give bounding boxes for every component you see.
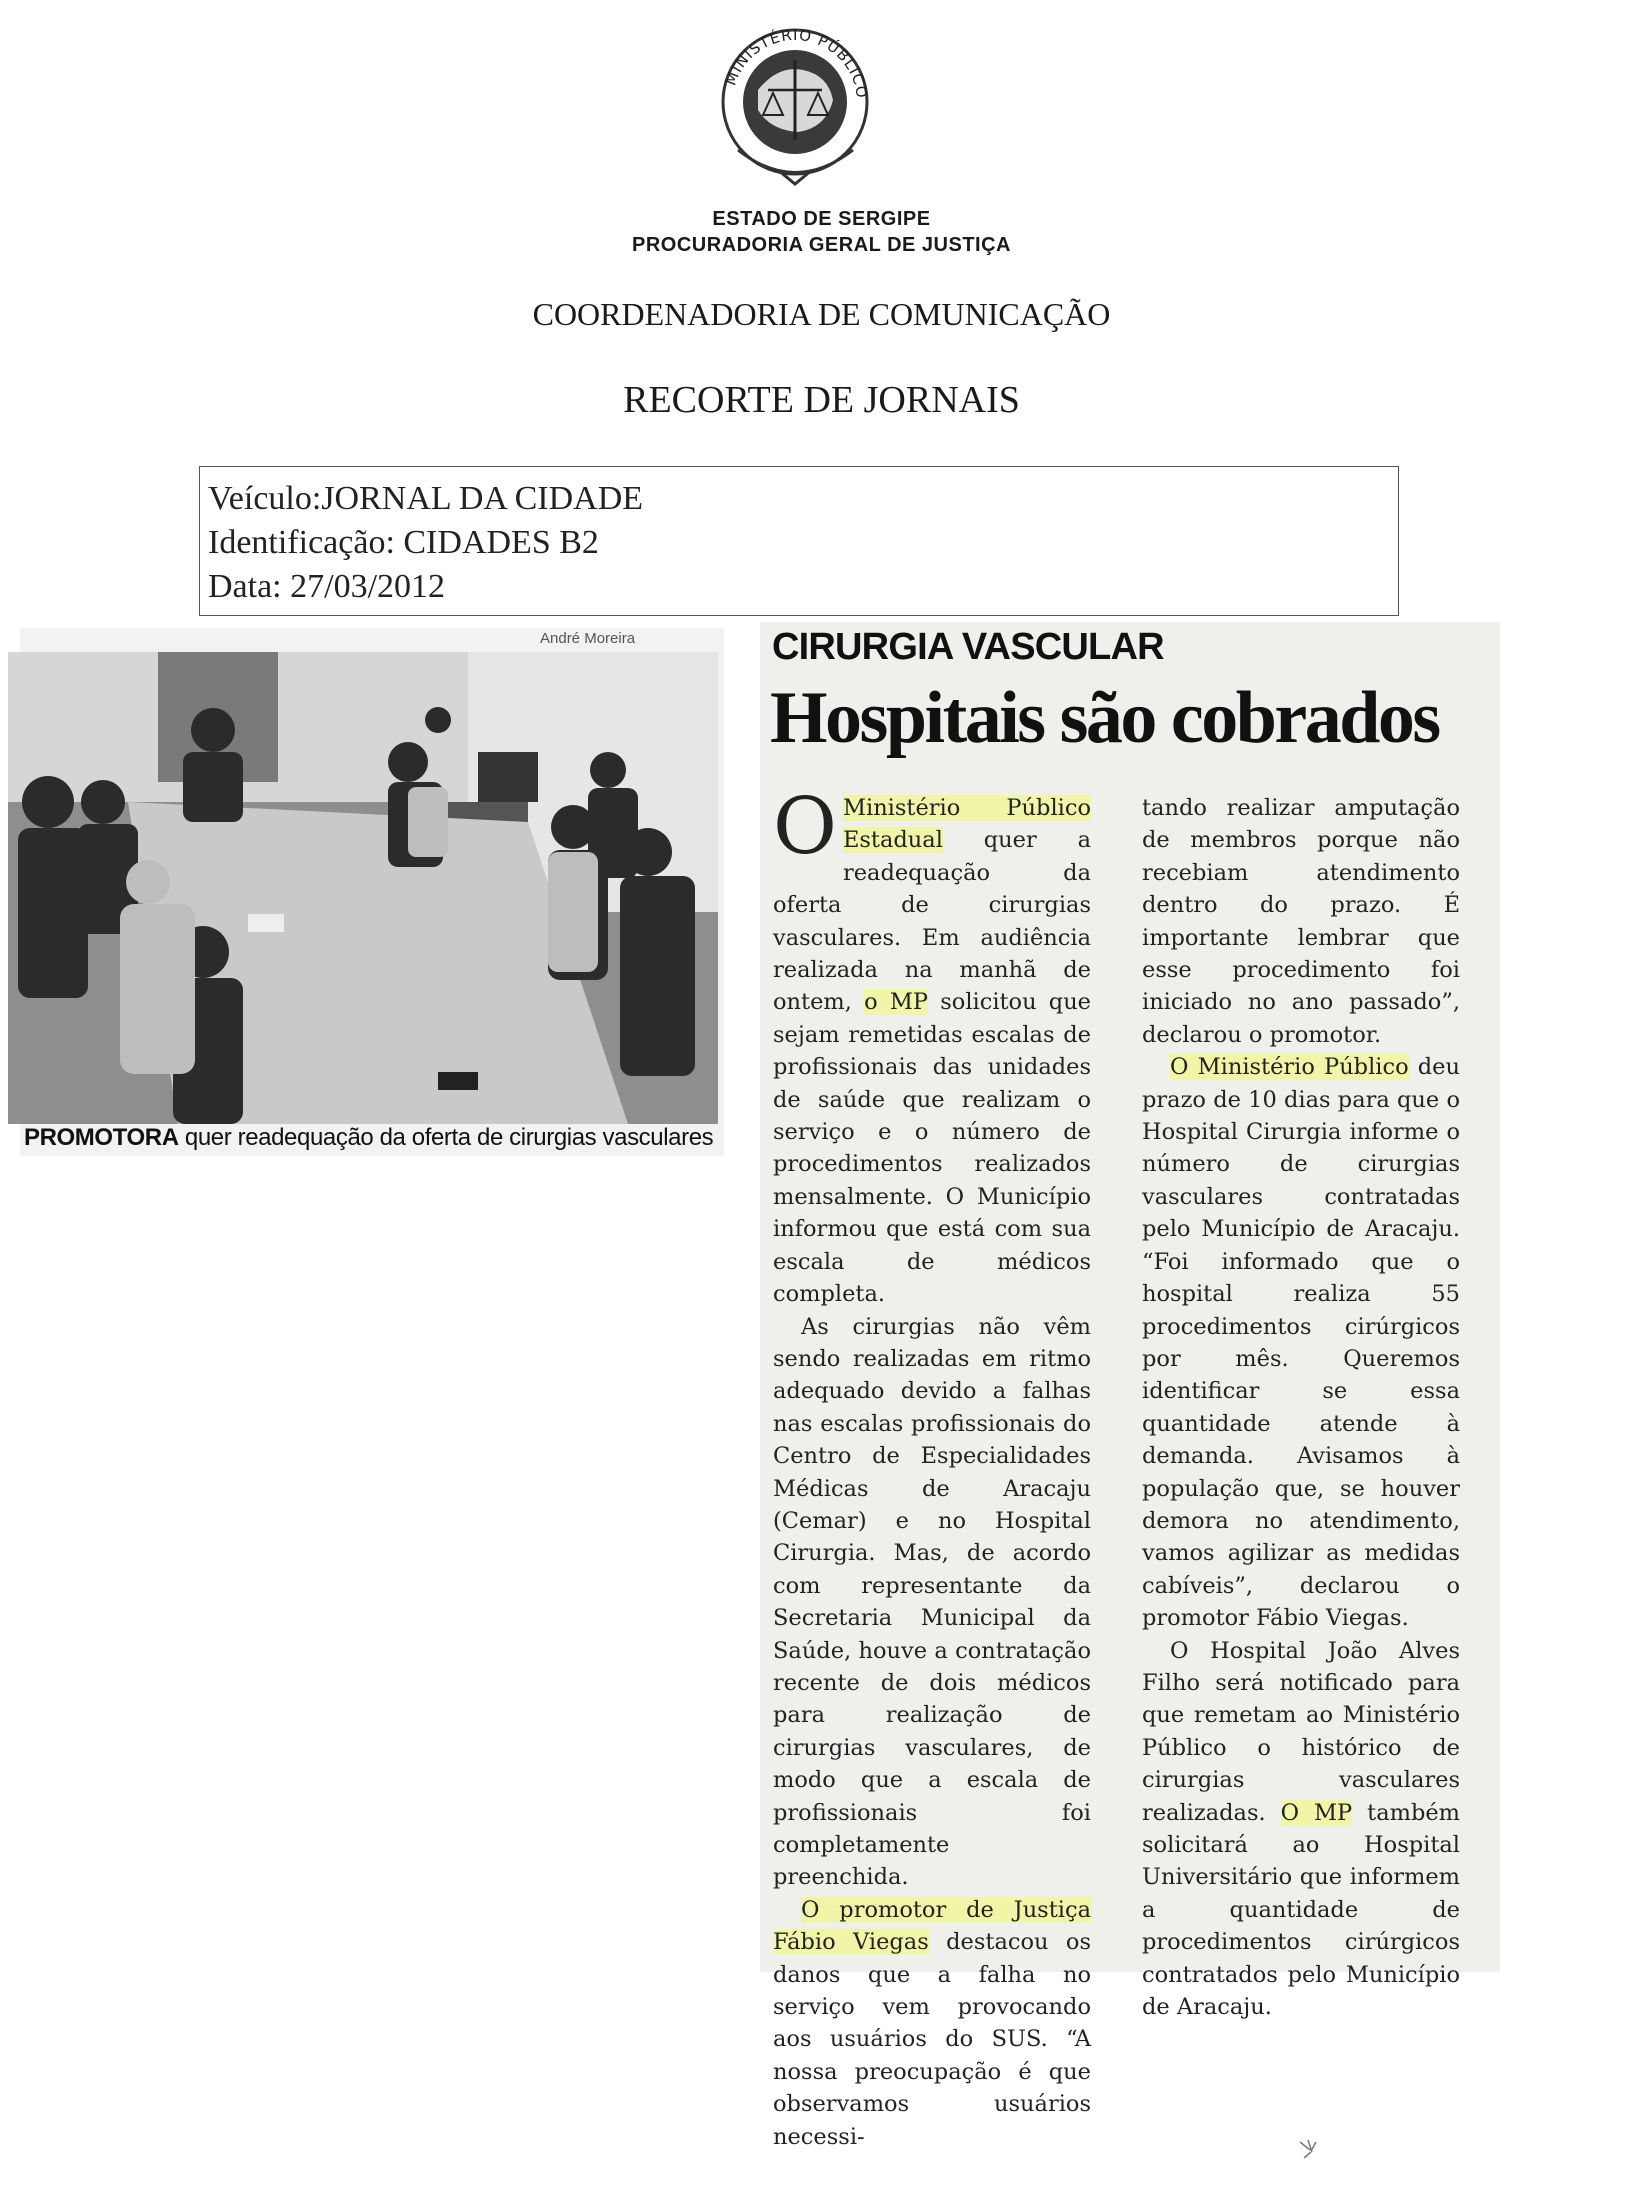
highlight: Ministério Público Estadual xyxy=(842,795,1091,854)
meta-date: Data: 27/03/2012 xyxy=(208,568,446,605)
paragraph-text: destacou os danos que a falha no serviço vem provocando aos usuários do SUS. “A nossa preocupação é que observamos usuários necessi- xyxy=(773,1929,1091,2150)
paragraph: As cirurgias não vêm sendo realizadas em ritmo adequado devido a falhas nas escalas profissionais do Centro de Especialidades Médicas de Aracaju (Cemar) e no Hospital Cirurgia. Mas, de acordo com representante da Secretaria Municipal da Saúde, houve a contratação recente de dois médicos para realização de cirurgias vasculares, de modo que a escala de profissionais foi completamente preenchida. xyxy=(773,1313,1091,1891)
ministerio-publico-seal xyxy=(708,20,883,195)
photo-credit: André Moreira xyxy=(540,630,636,647)
drop-cap: O xyxy=(773,782,837,872)
meta-vehicle: Veículo:JORNAL DA CIDADE xyxy=(208,480,644,517)
photo-caption xyxy=(24,1124,724,1152)
paragraph xyxy=(1142,1051,1460,1634)
article-headline: Hospitais são cobrados xyxy=(770,677,1439,759)
article-column-2 xyxy=(1142,792,1460,2023)
clipping-meta-box xyxy=(199,466,1399,616)
paragraph-text: solicitou que sejam remetidas escalas de profissionais das unidades de saúde que realizam o serviço e o número de procedimentos realizados mensalmente. O Município informou que está com sua escala de médicos completa. xyxy=(773,989,1091,1308)
header-org: PROCURADORIA GERAL DE JUSTIÇA xyxy=(632,234,1011,256)
highlight: O Ministério Público xyxy=(1170,1054,1409,1081)
paragraph-text: quer a readequação da oferta de cirurgias vasculares. Em audiência realizada na manhã de ontem, xyxy=(773,827,1091,1016)
article-column-1 xyxy=(773,782,1091,2153)
header-department: COORDENADORIA DE COMUNICAÇÃO xyxy=(532,296,1111,332)
caption-bold: PROMOTORA xyxy=(24,1124,179,1151)
caption-text: quer readequação da oferta de cirurgias vasculares xyxy=(178,1124,714,1151)
highlight: O promotor de Justiça Fábio Viegas xyxy=(773,1896,1091,1956)
paragraph xyxy=(773,1894,1091,2153)
seal-text: MINISTÉRIO PÚBLICO xyxy=(721,25,872,100)
meeting-photo xyxy=(8,652,718,1124)
paragraph-text: também solicitará ao Hospital Universitário que informem a quantidade de procedimentos cirúrgicos contratados pelo Município de Aracaju. xyxy=(1142,1799,1460,2021)
paragraph xyxy=(1142,1635,1460,2024)
paragraph xyxy=(773,782,1091,1311)
scan-mark-icon xyxy=(1296,2136,1326,2166)
header-state: ESTADO DE SERGIPE xyxy=(712,208,931,230)
paragraph: tando realizar amputação de membros porque não recebiam atendimento dentro do prazo. É importante lembrar que esse procedimento foi iniciado no ano passado”, declarou o promotor. xyxy=(1142,795,1460,1048)
paragraph-text: O Hospital João Alves Filho será notificado para que remetam ao Ministério Público o histórico de cirurgias vasculares realizadas. xyxy=(1142,1637,1460,1826)
paragraph-text: deu prazo de 10 dias para que o Hospital Cirurgia informe o número de cirurgias vasculares contratadas pelo Município de Aracaju. “Foi informado que o hospital realiza 55 procedimentos cirúrgicos por mês. Queremos identificar se essa quantidade atende à demanda. Avisamos à população que, se houver demora no atendimento, vamos agilizar as medidas cabíveis”, declarou o promotor Fábio Viegas. xyxy=(1142,1054,1460,1632)
header-title: RECORTE DE JORNAIS xyxy=(623,379,1020,421)
meta-identification: Identificação: CIDADES B2 xyxy=(208,524,599,561)
highlight: O MP xyxy=(1280,1799,1353,1826)
highlight: o MP xyxy=(864,989,929,1016)
article-kicker: CIRURGIA VASCULAR xyxy=(772,626,1164,668)
